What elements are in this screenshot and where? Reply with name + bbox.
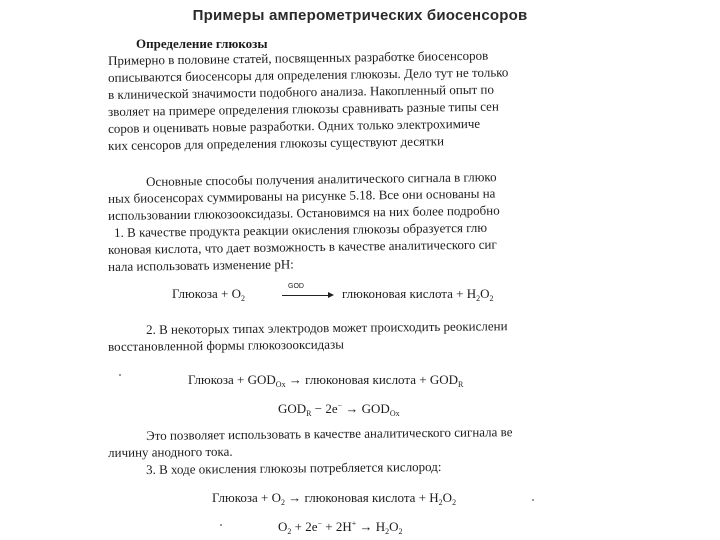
equation-products: глюконовая кислота + $H_2O_2$ [342, 286, 494, 303]
equation-god-reoxidation: $GOD_R - 2e^- \to GOD_{Ox}$ [278, 401, 400, 418]
text-line: Это позволяет использовать в качестве аналитического сигнала ве [146, 424, 513, 443]
equation-oxygen-consumption: Глюкоза + $O_2$ → глюконовая кислота + $H_2O_2$ [212, 490, 457, 507]
text-line: соров и оценивать новые разработки. Одних только электрохимиче [108, 115, 481, 136]
text-line: зволяет на примере определения глюкозы сравнивать разные типы сен [108, 98, 499, 119]
text-line: 1. В качестве продукта реакции окисления глюкозы образуется глю [114, 219, 488, 240]
eq-left: Глюкоза + O [172, 286, 242, 301]
text-line: Примерно в половине статей, посвященных разработке биосенсоров [108, 47, 489, 68]
text-line: личину анодного тока. [108, 443, 233, 460]
scan-speck [220, 524, 222, 526]
reaction-arrow-line [282, 295, 328, 296]
text-line: 2. В некоторых типах электродов может происходить реокислени [146, 318, 508, 337]
text-line: Основные способы получения аналитического сигнала в глюко [146, 169, 497, 189]
text-line: восстановленной формы глюкозооксидазы [108, 336, 344, 354]
page-title: Примеры амперометрических биосенсоров [192, 7, 528, 24]
text-line: ных биосенсорах суммированы на рисунке 5.18. Все они основаны на [108, 185, 496, 206]
text-line: в клинической значимости подобного анализа. Накопленный опыт по [108, 81, 494, 102]
equation-god-reaction: Глюкоза + $GOD_{Ox}$ → глюконовая кислота + $GOD_R$ [188, 372, 464, 389]
arrow-label-god: GOD [288, 283, 304, 290]
text-line: использовании глюкозооксидазы. Остановимся на них более подробно [108, 202, 500, 223]
equation-glucose-oxidation: Глюкоза + $O_2$ [172, 286, 246, 303]
arrow-right-icon [328, 292, 334, 298]
scan-speck [532, 499, 534, 501]
equation-oxygen-reduction: $O_2 + 2e^- + 2H^+ \to H_2O_2$ [278, 519, 403, 536]
text-line: 3. В ходе окисления глюкозы потребляется кислород: [146, 458, 442, 477]
scanned-page [102, 34, 572, 536]
arrow-right-icon: → [359, 519, 373, 534]
text-line: описываются биосенсоры для определения глюкозы. Дело тут не только [108, 64, 509, 85]
section-heading: Определение глюкозы [136, 36, 268, 51]
text-line: ких сенсоров для определения глюкозы существуют десятки [108, 133, 445, 153]
arrow-right-icon: → [288, 372, 302, 387]
text-line: нала использовать изменение pH: [108, 256, 294, 274]
arrow-right-icon: → [288, 490, 302, 505]
text-line: коновая кислота, что дает возможность в качестве аналитического сиг [108, 236, 497, 257]
arrow-right-icon: → [345, 401, 359, 416]
scan-speck [119, 374, 121, 376]
